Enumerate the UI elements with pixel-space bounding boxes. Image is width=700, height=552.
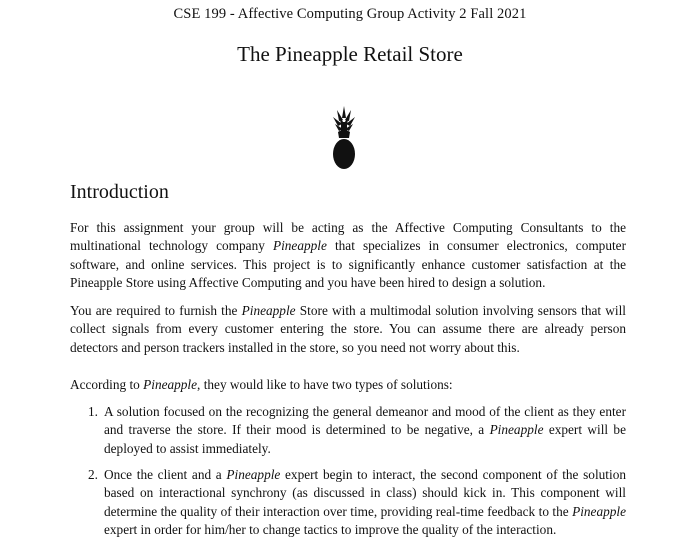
list-item [88, 466, 626, 539]
list-item-number: 1. [88, 404, 98, 419]
intro-paragraph-2: You are required to furnish the Pineapple Store with a multimodal solution involving sensors that will collect signals from every customer entering the store. You can assume there are already person detectors and person trackers installed in the store, so you need not worry about this. [70, 303, 626, 355]
section-heading-introduction: Introduction [70, 181, 169, 203]
list-item-number: 2. [88, 467, 98, 482]
list-item [88, 403, 626, 458]
list-item-text: Once the client and a Pineapple expert begin to interact, the second component of the solution based on interactional synchrony (as discussed in class) should kick in. This component will determine the quality of their interaction over time, providing real-time feedback to the Pineapple expert in order for him/her to change tactics to improve the quality of the interaction. [104, 467, 626, 537]
page-title: The Pineapple Retail Store [237, 42, 463, 66]
pineapple-icon [329, 104, 359, 170]
intro-paragraph-3: According to Pineapple, they would like to have two types of solutions: [70, 377, 453, 392]
list-item-text: A solution focused on the recognizing the general demeanor and mood of the client as they enter and traverse the store. If their mood is determined to be negative, a Pineapple expert will be deployed to assist immediately. [104, 404, 626, 456]
course-header: CSE 199 - Affective Computing Group Activity 2 Fall 2021 [173, 6, 527, 22]
intro-paragraph-1: For this assignment your group will be acting as the Affective Computing Consultants to the multinational technology company Pineapple that specializes in consumer electronics, computer software, and online services. This project is to significantly enhance customer satisfaction at the Pineapple Store using Affective Computing and you have been hired to design a solution. [70, 220, 627, 290]
